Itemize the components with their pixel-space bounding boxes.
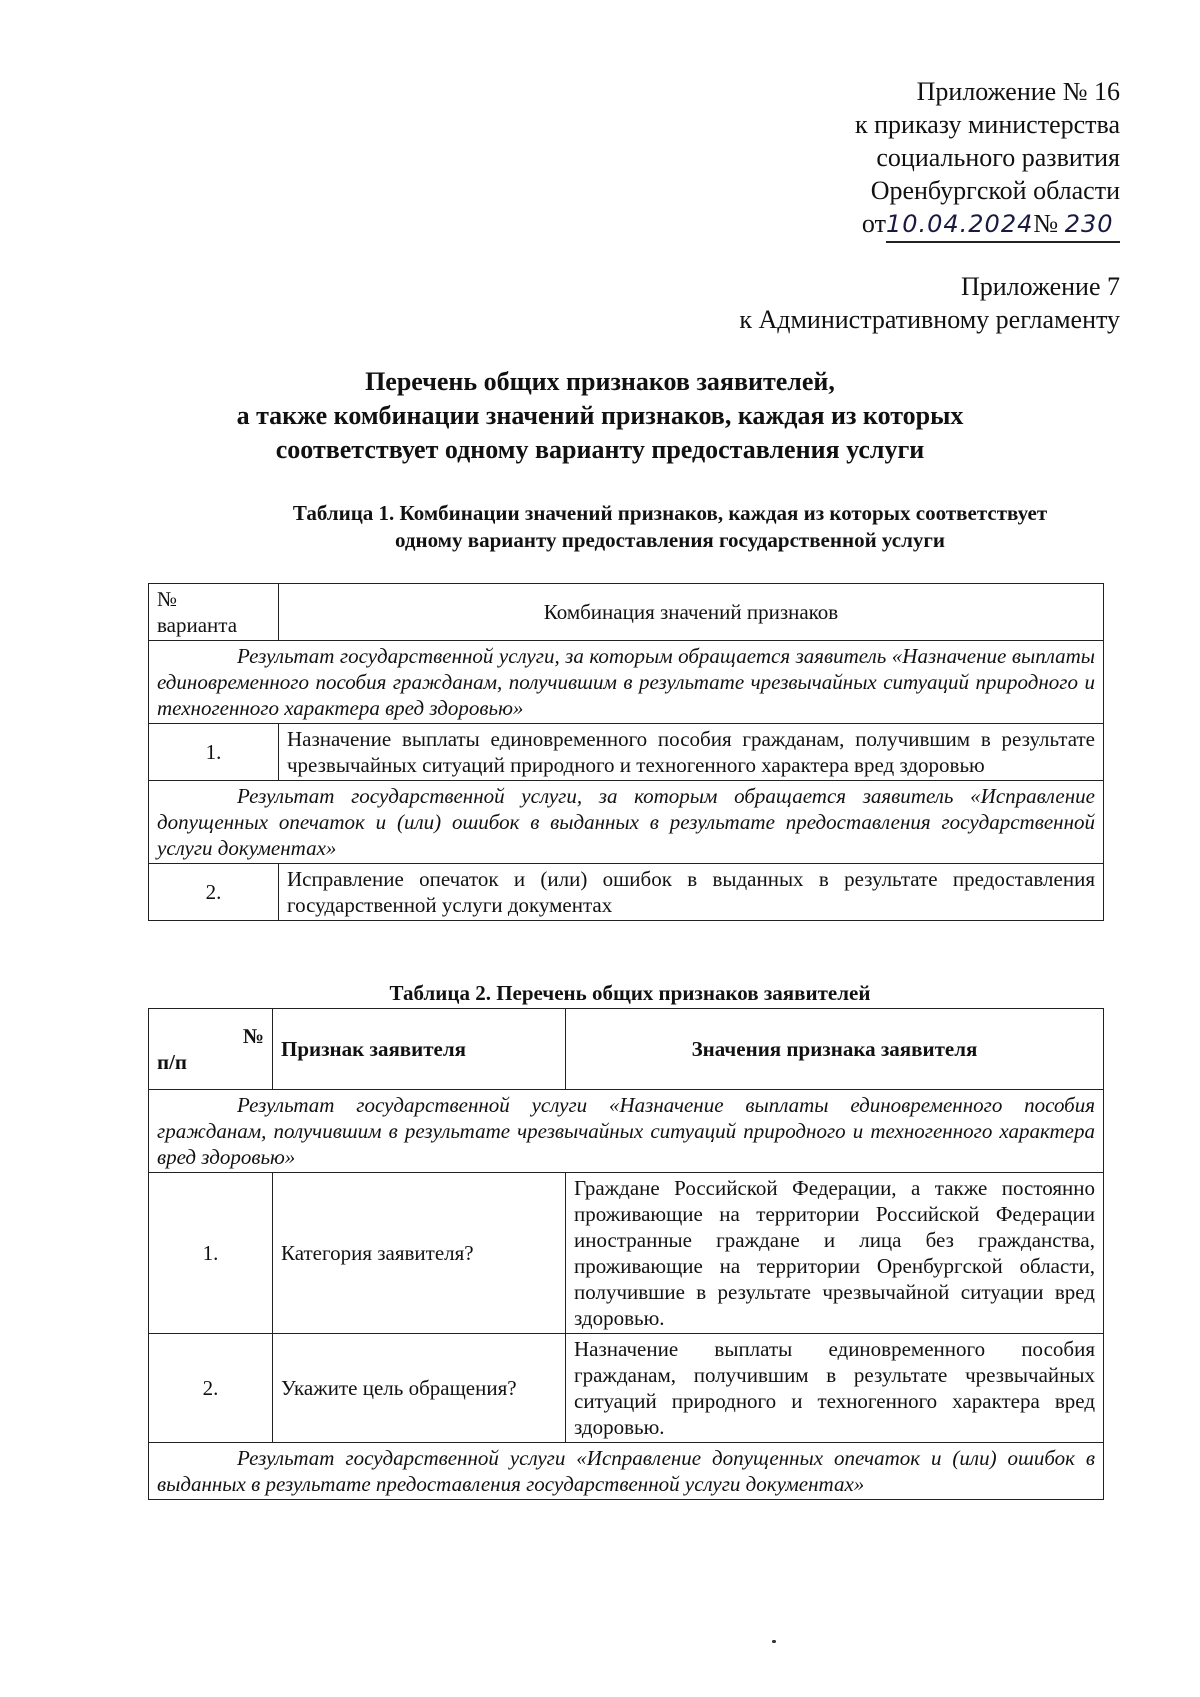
table1-header-combination: Комбинация значений признаков <box>279 584 1104 641</box>
appendix-16-line2: к приказу министерства <box>855 110 1120 139</box>
date-prefix: от <box>861 209 886 238</box>
table2-section-1 <box>149 1090 1104 1173</box>
table1-section-row <box>149 641 1104 724</box>
table2-section-row <box>149 1090 1104 1173</box>
table2-caption: Таблица 2. Перечень общих признаков заявителей <box>389 981 871 1005</box>
table1-header-row <box>149 584 1104 641</box>
table2-header-row <box>149 1009 1104 1090</box>
table2-section-row <box>149 1443 1104 1500</box>
document-title <box>150 365 1050 467</box>
order-date: 10.04.2024 <box>885 210 1034 238</box>
table1-caption-line1: Таблица 1. Комбинации значений признаков, каждая из которых соответствует <box>292 501 1048 525</box>
table2-row1-attr: Категория заявителя? <box>273 1173 566 1334</box>
table2-section-2 <box>149 1443 1104 1500</box>
table-row <box>149 724 1104 781</box>
table-row <box>149 1173 1104 1334</box>
appendix-16-title: Приложение № 16 <box>916 77 1120 106</box>
table1-row1-text: Назначение выплаты единовременного пособия гражданам, получившим в результате чрезвычайных ситуаций природного и техногенного характера вред здоровью <box>279 724 1104 781</box>
table1-section-1 <box>149 641 1104 724</box>
table-row <box>149 864 1104 921</box>
table1-section-1-text: Результат государственной услуги, за которым обращается заявитель «Назначение выплаты единовременного пособия гражданам, получившим в результате чрезвычайных ситуаций природного и техногенного характера вред здоровью» <box>157 644 1095 720</box>
table2-header-num <box>149 1009 273 1090</box>
table1 <box>148 583 1104 921</box>
document-title-line3: соответствует одному варианту предоставления услуги <box>275 435 925 464</box>
table2-row2-attr: Укажите цель обращения? <box>273 1334 566 1443</box>
order-date-field <box>886 207 1120 243</box>
table2-section-2-text: Результат государственной услуги «Исправление допущенных опечаток и (или) ошибок в выданных в результате предоставления государственной услуги документах» <box>157 1446 1095 1496</box>
table2-row1-value: Граждане Российской Федерации, а также постоянно проживающие на территории Российской Федерации иностранные граждане и лица без гражданства, проживающие на территории Оренбургской области, получившие в результате чрезвычайной ситуации вред здоровью. <box>566 1173 1104 1334</box>
appendix-16-line4: Оренбургской области <box>870 176 1120 205</box>
table1-header-num <box>149 584 279 641</box>
order-number: 230 <box>1064 210 1114 238</box>
table2 <box>148 1008 1104 1500</box>
appendix-16-line3: социального развития <box>876 143 1120 172</box>
number-prefix: № <box>1033 209 1059 238</box>
order-date-line <box>855 207 1120 243</box>
table2-header-num-sign: № <box>242 1024 264 1048</box>
table1-section-2-text: Результат государственной услуги, за которым обращается заявитель «Исправление допущенных опечаток и (или) ошибок в выданных в результате предоставления государственной услуги документах» <box>157 784 1095 860</box>
table1-row2-num: 2. <box>149 864 279 921</box>
appendix-7-line2: к Административному регламенту <box>739 305 1120 334</box>
table1-section-row <box>149 781 1104 864</box>
table2-row1-num: 1. <box>149 1173 273 1334</box>
document-title-line1: Перечень общих признаков заявителей, <box>365 367 835 396</box>
scan-speck <box>772 1640 776 1643</box>
table2-row2-value: Назначение выплаты единовременного пособия гражданам, получившим в результате чрезвычайных ситуаций природного и техногенного характера вред здоровью. <box>566 1334 1104 1443</box>
appendix-7-title: Приложение 7 <box>960 272 1120 301</box>
table2-row2-num: 2. <box>149 1334 273 1443</box>
table1-header-num-sign: № <box>157 587 178 611</box>
table-row <box>149 1334 1104 1443</box>
table1-row1-num: 1. <box>149 724 279 781</box>
table2-header-num-label: п/п <box>157 1050 188 1074</box>
appendix-7-header <box>739 270 1120 336</box>
table1-section-2 <box>149 781 1104 864</box>
table1-header-num-label: варианта <box>157 613 238 637</box>
appendix-16-header <box>855 75 1120 243</box>
table1-caption-line2: одному варианту предоставления государственной услуги <box>394 528 946 552</box>
table2-section-1-text: Результат государственной услуги «Назначение выплаты единовременного пособия гражданам, получившим в результате чрезвычайных ситуаций природного и техногенного характера вред здоровью» <box>157 1093 1095 1169</box>
table2-header-value: Значения признака заявителя <box>566 1009 1104 1090</box>
table1-caption <box>215 500 1125 554</box>
document-title-line2: а также комбинации значений признаков, каждая из которых <box>236 401 964 430</box>
table2-header-attr: Признак заявителя <box>273 1009 566 1090</box>
table1-row2-text: Исправление опечаток и (или) ошибок в выданных в результате предоставления государственной услуги документах <box>279 864 1104 921</box>
